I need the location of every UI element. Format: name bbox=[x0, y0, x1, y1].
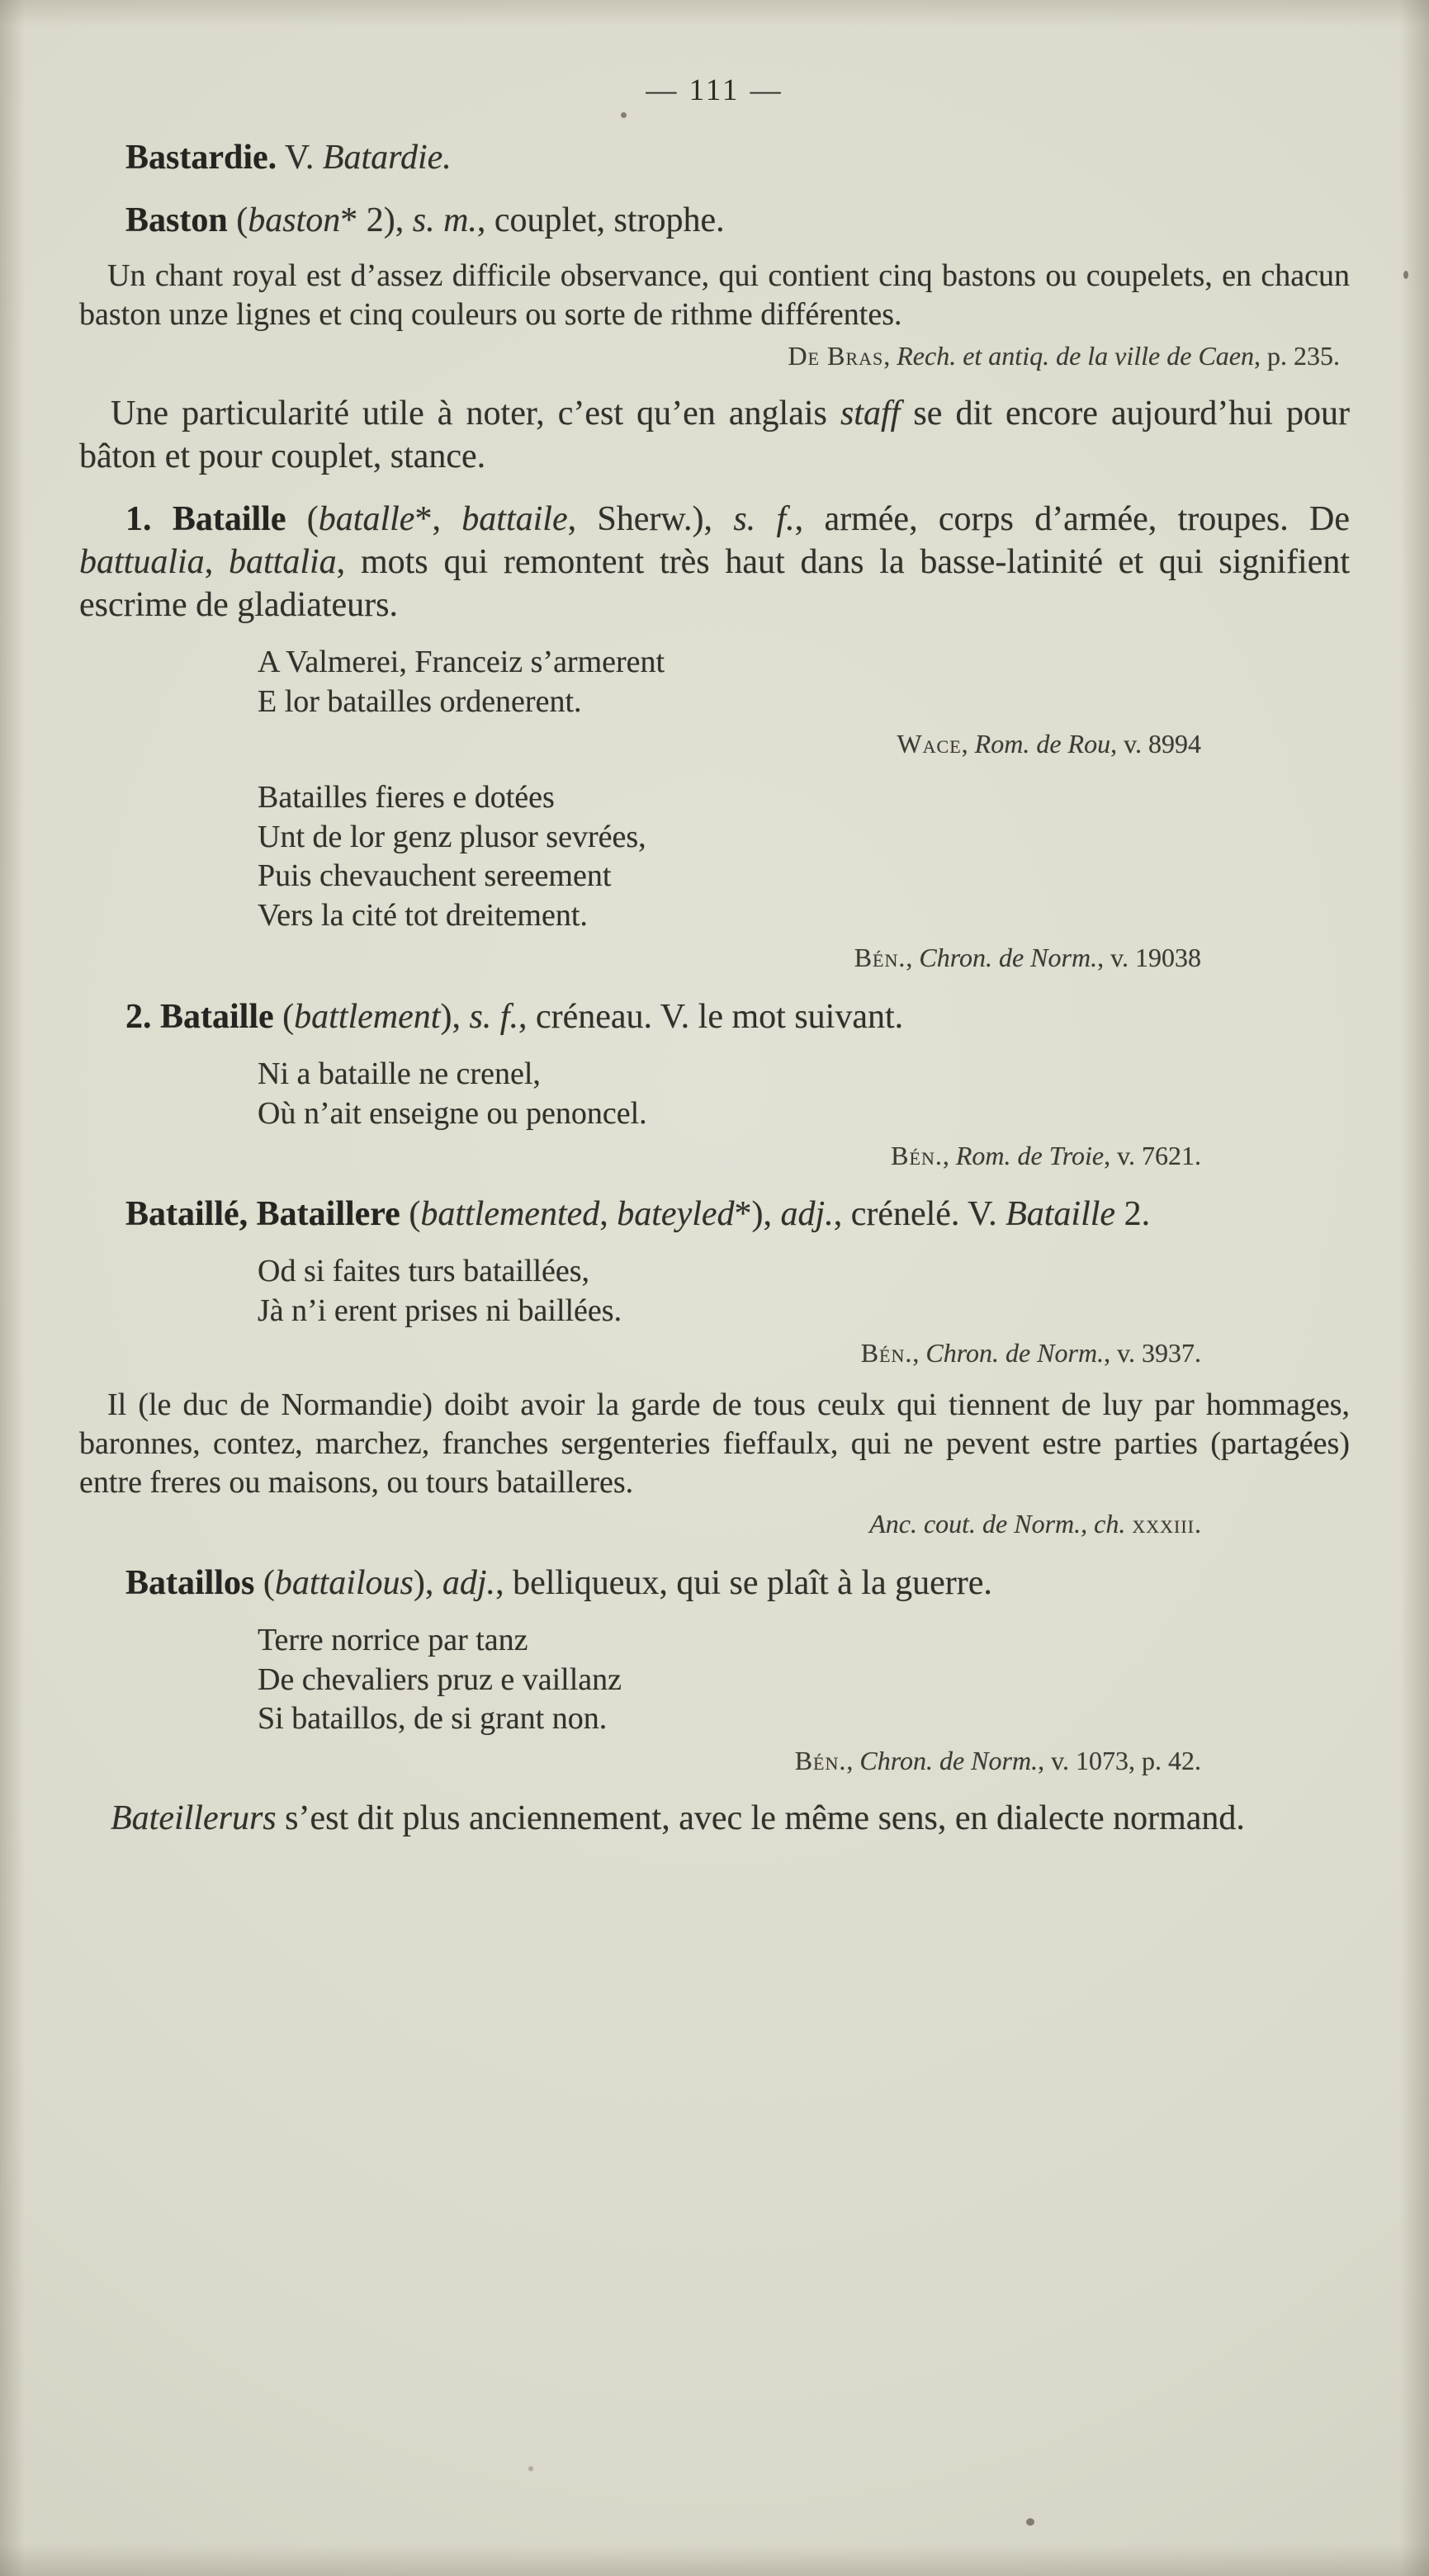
text-run: Rech. et antiq. de la ville de Caen bbox=[897, 341, 1254, 371]
text-run: ( bbox=[286, 500, 319, 539]
text-run: battalia bbox=[228, 543, 337, 582]
verse-ben-19038 bbox=[258, 778, 1350, 937]
text-run: Bataillé, Bataillere bbox=[125, 1195, 400, 1234]
text-run: , bbox=[912, 1338, 926, 1368]
text-run: Batardie. bbox=[322, 139, 452, 177]
citation-de-bras bbox=[79, 339, 1340, 374]
text-run: ( bbox=[254, 1563, 275, 1602]
text-run: , crénelé. V. bbox=[833, 1195, 1006, 1234]
text-run: * 2), bbox=[340, 201, 413, 240]
text-run: bateyled bbox=[617, 1195, 735, 1234]
citation-ben-7621 bbox=[79, 1139, 1201, 1174]
text-run: De Bras bbox=[788, 341, 884, 371]
text-run: , bbox=[204, 543, 229, 582]
text-run: Wace bbox=[897, 729, 962, 759]
verse-ben-1073 bbox=[258, 1621, 1350, 1740]
text-run: . bbox=[1195, 1508, 1201, 1539]
text-run: 1. Bataille bbox=[125, 500, 286, 539]
text-run: s’est dit plus anciennement, avec le même sens, en dialecte normand. bbox=[276, 1798, 1245, 1837]
text-run: ( bbox=[400, 1195, 421, 1234]
page-number: — 111 — bbox=[646, 73, 783, 107]
text-run: 2. bbox=[1115, 1195, 1151, 1234]
text-run: , bbox=[883, 341, 897, 371]
text-run: Rom. de Rou bbox=[974, 729, 1111, 759]
text-run: , bbox=[599, 1195, 617, 1234]
verse-line: Od si faites turs bataillées, bbox=[258, 1254, 590, 1289]
para-bateillerurs bbox=[79, 1797, 1350, 1840]
quote-de-bras bbox=[79, 257, 1350, 334]
verse-ben-7621 bbox=[258, 1055, 1350, 1134]
text-run: se dit encore aujourd’hui pour bâton et pour couplet, stance. bbox=[79, 394, 1350, 476]
verse-line: Batailles fieres e dotées bbox=[258, 779, 555, 815]
ink-speck bbox=[1403, 271, 1408, 279]
text-run: Il (le duc de Normandie) doibt avoir la garde de tous ceulx qui tiennent de luy par hommages, baronnes, contez, marchez, franches sergenteries fieffaulx, qui ne pevent estre parties (partagées) entre freres ou maisons, ou tours batailleres. bbox=[79, 1387, 1350, 1500]
text-run: Bastardie. bbox=[125, 139, 277, 177]
text-run: , ch. bbox=[1081, 1508, 1133, 1539]
text-run: 2. Bataille bbox=[125, 997, 274, 1036]
verse-line: Puis chevauchent sereement bbox=[258, 858, 612, 894]
text-run: Bataille bbox=[1006, 1195, 1116, 1234]
text-run: , bbox=[846, 1746, 860, 1776]
text-run: Anc. cout. de Norm. bbox=[869, 1508, 1081, 1539]
text-run: Bateillerurs bbox=[111, 1798, 277, 1837]
text-run: battlement bbox=[294, 997, 441, 1036]
text-run: , bbox=[961, 729, 975, 759]
text-run: ), bbox=[413, 1563, 442, 1602]
text-run: , bbox=[906, 943, 920, 973]
entry-bataille-adj bbox=[79, 1193, 1350, 1236]
text-run: Bén. bbox=[794, 1746, 847, 1776]
text-run: , v. 8994 bbox=[1110, 729, 1201, 759]
verse-line: E lor batailles ordenerent. bbox=[258, 684, 582, 720]
verse-line: Ni a bataille ne crenel, bbox=[258, 1056, 541, 1091]
text-run: ( bbox=[227, 201, 248, 240]
verse-line: Vers la cité tot dreitement. bbox=[258, 898, 588, 934]
verse-line: A Valmerei, Franceiz s’armerent bbox=[258, 645, 665, 680]
text-run: baston bbox=[248, 201, 341, 240]
verse-line: De chevaliers pruz e vaillanz bbox=[258, 1661, 622, 1697]
text-run: xxxiii bbox=[1132, 1508, 1195, 1539]
page-content bbox=[0, 136, 1429, 1840]
text-run: s. f. bbox=[733, 500, 795, 539]
text-run: battualia bbox=[79, 543, 205, 582]
text-run: , belliqueux, qui se plaît à la guerre. bbox=[495, 1563, 992, 1602]
citation-anc-cout bbox=[79, 1507, 1201, 1542]
text-run: ( bbox=[273, 997, 295, 1036]
text-run: , couplet, strophe. bbox=[476, 201, 725, 240]
text-run: adj. bbox=[442, 1563, 496, 1602]
text-run: battlemented bbox=[420, 1195, 600, 1234]
text-run: s. m. bbox=[412, 201, 477, 240]
text-run: , mots qui remontent très haut dans la basse-latinité et qui signifient escrime de gladiateurs. bbox=[79, 543, 1351, 625]
entry-bataille-1 bbox=[79, 498, 1350, 626]
text-run: Rom. de Troie bbox=[955, 1140, 1105, 1170]
verse-line: Unt de lor genz plusor sevrées, bbox=[258, 819, 646, 854]
quote-anc-cout bbox=[79, 1386, 1350, 1502]
text-run: staff bbox=[840, 394, 901, 432]
text-run: , Sherw.), bbox=[567, 500, 734, 539]
text-run: ), bbox=[440, 997, 470, 1036]
text-run: Baston bbox=[125, 201, 228, 240]
verse-wace bbox=[258, 643, 1350, 722]
ink-speck bbox=[621, 112, 627, 118]
ink-speck bbox=[1026, 2518, 1034, 2526]
text-run: , bbox=[942, 1140, 956, 1170]
verse-line: Jà n’i erent prises ni baillées. bbox=[258, 1293, 622, 1329]
verse-line: Terre norrice par tanz bbox=[258, 1622, 528, 1657]
text-run: Bén. bbox=[854, 943, 906, 973]
citation-ben-19038 bbox=[79, 941, 1201, 976]
text-run: Chron. de Norm. bbox=[925, 1338, 1105, 1368]
text-run: , v. 3937. bbox=[1104, 1338, 1201, 1368]
text-run: V. bbox=[277, 139, 323, 177]
text-run: , v. 1073, p. 42. bbox=[1038, 1746, 1201, 1776]
text-run: Chron. de Norm. bbox=[919, 943, 1098, 973]
text-run: , créneau. V. le mot suivant. bbox=[518, 997, 904, 1036]
verse-line: Si bataillos, de si grant non. bbox=[258, 1701, 608, 1737]
text-run: , v. 7621. bbox=[1104, 1140, 1201, 1170]
text-run: adj. bbox=[780, 1195, 834, 1234]
text-run: Bén. bbox=[891, 1140, 943, 1170]
verse-ben-3937 bbox=[258, 1252, 1350, 1331]
text-run: s. f. bbox=[469, 997, 518, 1036]
verse-line: Où n’ait enseigne ou penoncel. bbox=[258, 1095, 647, 1131]
citation-wace bbox=[79, 727, 1201, 762]
text-run: , p. 235. bbox=[1254, 341, 1340, 371]
text-run: *, bbox=[414, 500, 462, 539]
text-run: Bén. bbox=[860, 1338, 913, 1368]
text-run: battailous bbox=[274, 1563, 414, 1602]
text-run: battaile bbox=[461, 500, 568, 539]
text-run: batalle bbox=[318, 500, 415, 539]
text-run: Bataillos bbox=[125, 1563, 255, 1602]
text-run: Un chant royal est d’assez difficile observance, qui contient cinq bastons ou coupelets, en chacun baston unze lignes et cinq couleurs ou sorte de rithme différentes. bbox=[79, 258, 1350, 333]
para-staff bbox=[79, 392, 1350, 478]
text-run: Chron. de Norm. bbox=[859, 1746, 1039, 1776]
text-run: Une particularité utile à noter, c’est qu’en anglais bbox=[111, 394, 840, 432]
citation-ben-3937 bbox=[79, 1336, 1201, 1371]
citation-ben-1073 bbox=[79, 1744, 1201, 1779]
text-run: , armée, corps d’armée, troupes. De bbox=[794, 500, 1351, 539]
entry-bataille-2 bbox=[79, 995, 1350, 1038]
ink-speck bbox=[528, 2466, 533, 2471]
text-run: , v. 19038 bbox=[1097, 943, 1201, 973]
entry-bastardie bbox=[79, 136, 1350, 179]
entry-baston bbox=[79, 199, 1350, 242]
text-run: *), bbox=[734, 1195, 781, 1234]
entry-bataillos bbox=[79, 1562, 1350, 1605]
